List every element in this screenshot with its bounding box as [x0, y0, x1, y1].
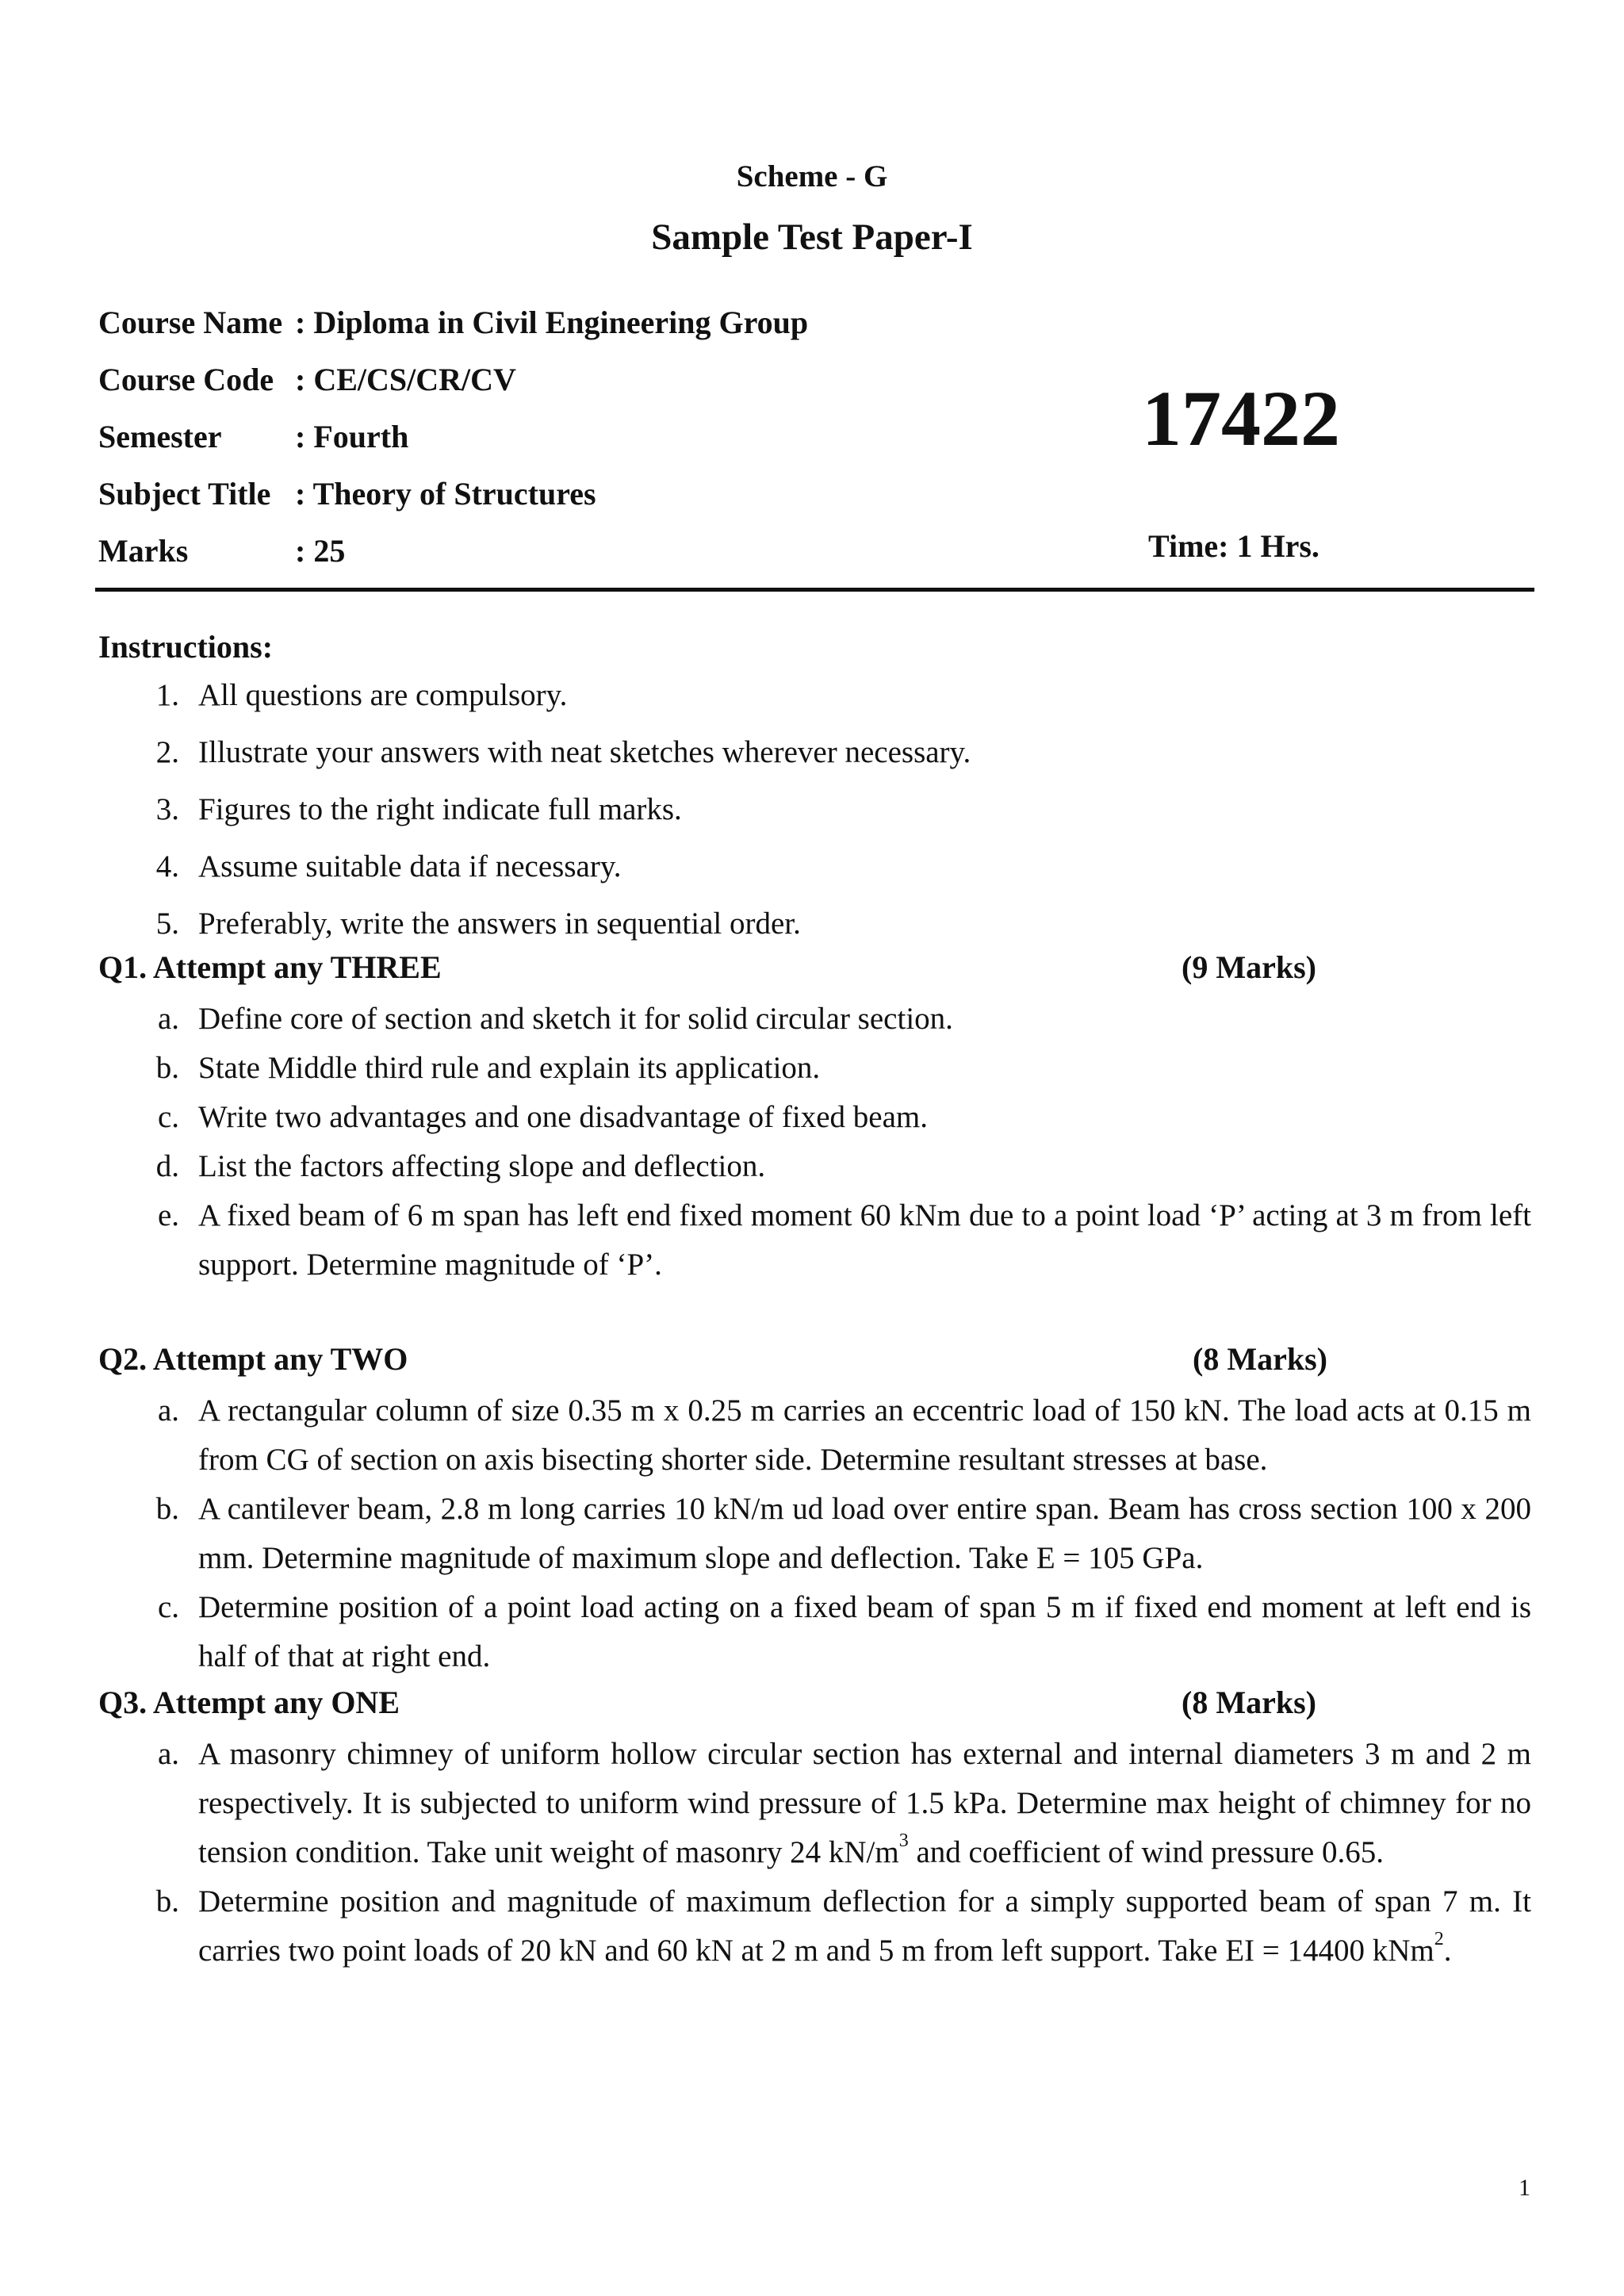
info-value: : 25: [295, 532, 346, 569]
question-item: [98, 1142, 1531, 1191]
course-name-row: [98, 293, 808, 351]
question-marks: (8 Marks): [1193, 1341, 1327, 1377]
info-value: : Fourth: [295, 418, 409, 454]
question-item: [98, 1730, 1531, 1877]
paper-code: 17422: [1142, 374, 1340, 462]
question-text: State Middle third rule and explain its application.: [198, 1051, 821, 1085]
instruction-item: [98, 666, 971, 723]
instruction-number: 3.: [155, 792, 179, 826]
question-item: [98, 1044, 1531, 1093]
question-letter: c.: [157, 1100, 179, 1134]
question-1-heading: [98, 949, 1538, 998]
question-item: [98, 1386, 1531, 1485]
time-allowed: Time: 1 Hrs.: [1148, 528, 1320, 564]
question-title: Q1. Attempt any THREE: [98, 949, 442, 985]
info-value: : CE/CS/CR/CV: [295, 361, 516, 397]
instructions-heading: Instructions:: [98, 629, 274, 665]
instruction-item: [98, 838, 971, 895]
question-text: List the factors affecting slope and deflection.: [198, 1149, 766, 1183]
instructions-list: [98, 666, 971, 952]
question-marks: (9 Marks): [1182, 949, 1316, 985]
question-text: A rectangular column of size 0.35 m x 0.25 m carries an eccentric load of 150 kN. The load acts at 0.15 m from CG of section on axis bisecting shorter side. Determine resultant stresses at base.: [198, 1393, 1531, 1477]
scheme-label: Scheme - G: [736, 159, 888, 194]
superscript: 2: [1434, 1929, 1444, 1949]
question-text: A cantilever beam, 2.8 m long carries 10 kN/m ud load over entire span. Beam has cross section 100 x 200 mm. Determine magnitude of maximum slope and deflection. Take E = 105 GPa.: [198, 1492, 1531, 1575]
instruction-text: Preferably, write the answers in sequential order.: [198, 906, 801, 941]
question-3-heading: [98, 1684, 1538, 1733]
instruction-item: [98, 895, 971, 952]
question-letter: a.: [157, 1737, 179, 1771]
course-info: [98, 293, 808, 579]
info-value: : Theory of Structures: [295, 475, 596, 512]
instruction-text: Assume suitable data if necessary.: [198, 849, 622, 884]
question-item: [98, 1583, 1531, 1681]
question-2-list: [98, 1386, 1531, 1681]
question-item: [98, 1485, 1531, 1583]
info-label: Semester: [98, 418, 222, 454]
question-2-heading: [98, 1340, 1538, 1389]
question-text-tail: and coefficient of wind pressure 0.65.: [908, 1835, 1384, 1869]
question-title: Q2. Attempt any TWO: [98, 1341, 408, 1377]
info-label: Course Code: [98, 361, 274, 397]
semester-row: [98, 408, 808, 465]
question-text: A fixed beam of 6 m span has left end fixed moment 60 kNm due to a point load ‘P’ acting at 3 m from left support. Determine magnitude of ‘P’.: [198, 1198, 1531, 1282]
question-item: [98, 1191, 1531, 1290]
paper-title: Sample Test Paper-I: [651, 217, 973, 258]
instruction-text: All questions are compulsory.: [198, 677, 568, 712]
question-letter: c.: [157, 1590, 179, 1624]
question-letter: b.: [155, 1884, 179, 1918]
subject-title-row: [98, 465, 808, 522]
question-letter: a.: [157, 1393, 179, 1428]
superscript: 3: [898, 1830, 909, 1851]
question-text: [198, 1730, 1531, 1877]
instruction-number: 4.: [155, 849, 179, 884]
question-text: Write two advantages and one disadvantage of fixed beam.: [198, 1100, 929, 1134]
marks-row: [98, 522, 808, 579]
header-divider: [95, 588, 1534, 592]
page-number: 1: [1519, 2175, 1530, 2201]
question-3-list: [98, 1730, 1531, 1976]
instruction-text: Figures to the right indicate full marks.: [198, 792, 682, 826]
instruction-number: 2.: [155, 734, 179, 769]
question-letter: b.: [155, 1492, 179, 1526]
question-1-list: [98, 995, 1531, 1290]
question-item: [98, 1877, 1531, 1976]
question-title: Q3. Attempt any ONE: [98, 1685, 400, 1720]
info-label: Subject Title: [98, 475, 271, 512]
question-letter: d.: [155, 1149, 179, 1183]
question-text: [198, 1877, 1531, 1976]
question-item: [98, 1093, 1531, 1142]
question-text: Determine position of a point load acting on a fixed beam of span 5 m if fixed end moment at left end is half of that at right end.: [198, 1590, 1531, 1673]
question-text-main: A masonry chimney of uniform hollow circular section has external and internal diameters 3 m and 2 m respectively. It is subjected to uniform wind pressure of 1.5 kPa. Determine max height of chimney for no tension condition. Take unit weight of masonry 24 kN/m: [198, 1737, 1531, 1869]
info-label: Course Name: [98, 304, 283, 340]
instruction-item: [98, 780, 971, 838]
question-marks: (8 Marks): [1182, 1685, 1316, 1720]
instruction-number: 1.: [155, 677, 179, 712]
question-item: [98, 995, 1531, 1044]
instruction-text: Illustrate your answers with neat sketches wherever necessary.: [198, 734, 971, 769]
question-text-tail: .: [1443, 1934, 1452, 1968]
question-letter: e.: [157, 1198, 179, 1232]
question-text-main: Determine position and magnitude of maximum deflection for a simply supported beam of span 7 m. It carries two point loads of 20 kN and 60 kN at 2 m and 5 m from left support. Take EI = 14400 kNm: [198, 1884, 1531, 1968]
question-text: Define core of section and sketch it for solid circular section.: [198, 1002, 953, 1036]
instruction-number: 5.: [155, 906, 179, 941]
course-code-row: [98, 351, 808, 408]
question-letter: a.: [157, 1002, 179, 1036]
info-value: : Diploma in Civil Engineering Group: [295, 304, 809, 340]
question-letter: b.: [155, 1051, 179, 1085]
info-label: Marks: [98, 532, 189, 569]
instruction-item: [98, 723, 971, 780]
